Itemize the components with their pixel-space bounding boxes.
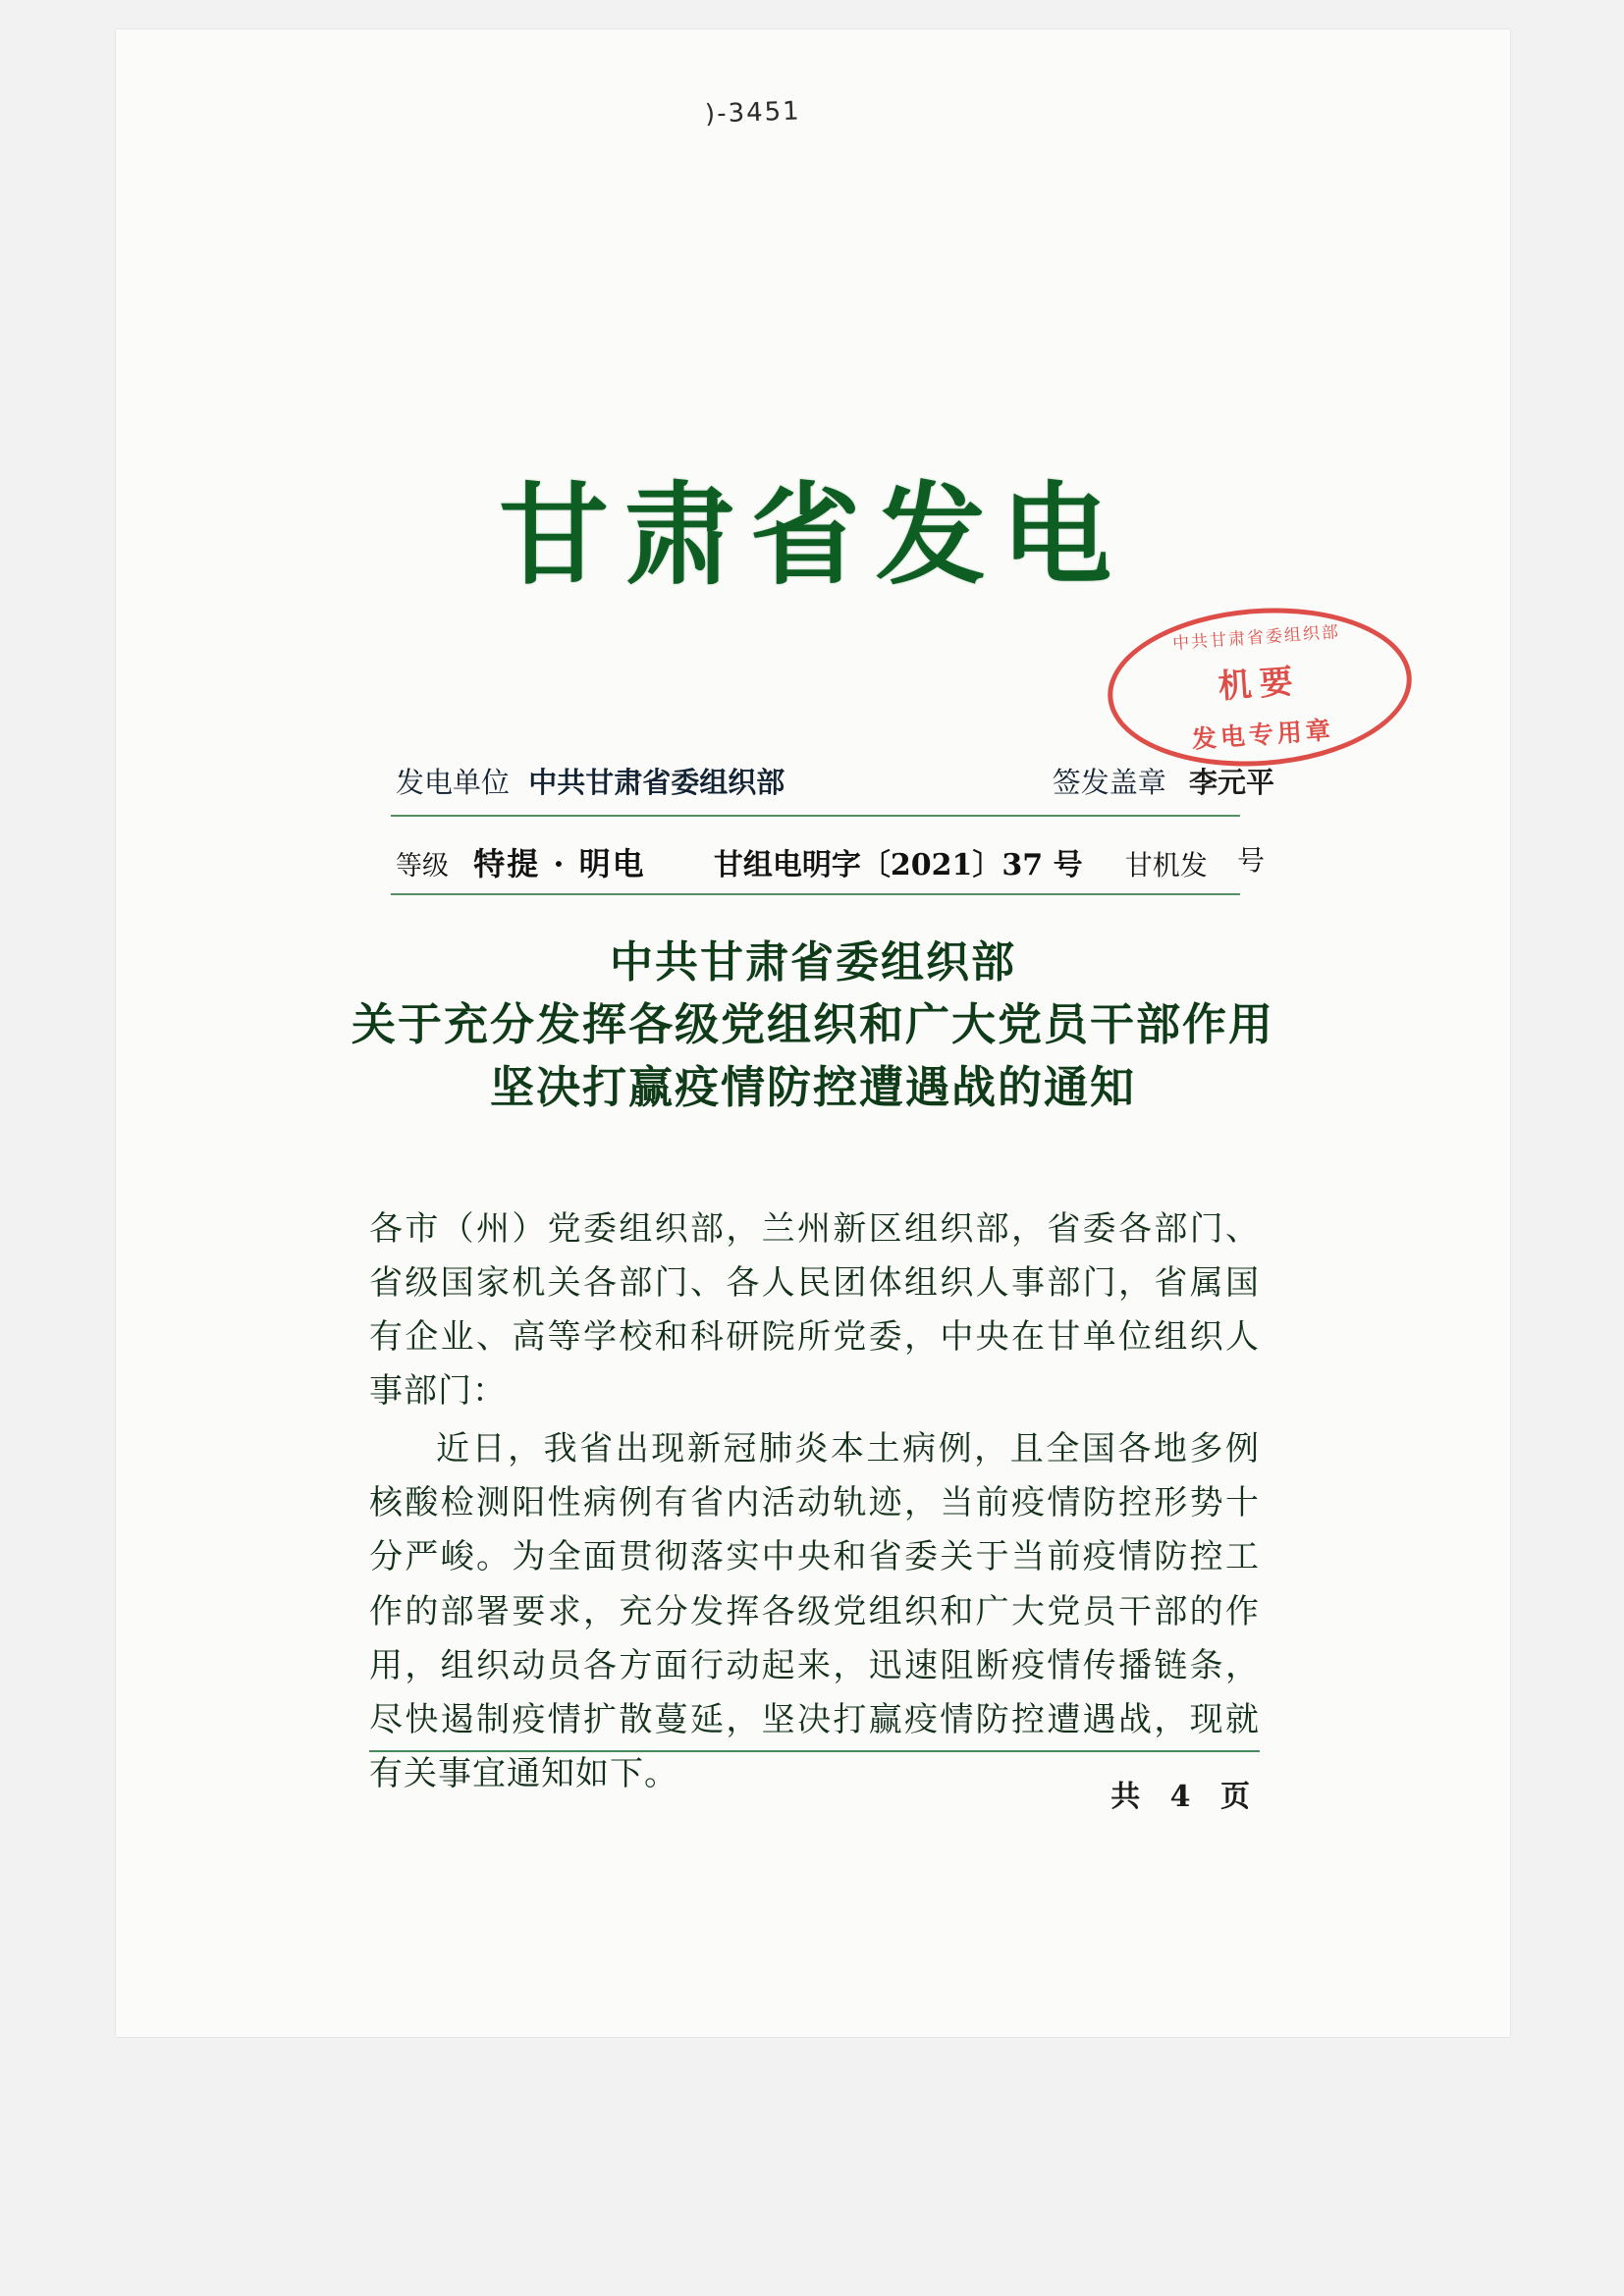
scanned-page: [116, 29, 1510, 2037]
grade-value: 特提 · 明电: [473, 845, 646, 882]
title-line-3: 坚决打赢疫情防控遭遇战的通知: [489, 1061, 1136, 1114]
masthead-title: 甘肃省发电: [499, 471, 1127, 600]
page-content: [116, 29, 1510, 2037]
signer-name: 李元平: [1188, 766, 1274, 799]
red-oval-seal: [1103, 598, 1417, 775]
divider-rule-top: [391, 815, 1240, 817]
title-line-2: 关于充分发挥各级党组织和广大党员干部作用: [351, 998, 1274, 1051]
document-number: 甘组电明字〔2021〕37 号: [713, 848, 1083, 882]
seal-top-text: 中共甘肃省委组织部: [1171, 622, 1341, 655]
divider-rule-bottom: [391, 893, 1240, 895]
page-count-footer: 共 4 页: [1110, 1780, 1260, 1814]
secondary-number-label: 甘机发: [1124, 849, 1208, 881]
title-line-1: 中共甘肃省委组织部: [610, 937, 1016, 988]
document-title: [293, 933, 1333, 1119]
sign-label: 签发盖章: [1052, 766, 1166, 799]
signature-block: [1053, 761, 1274, 801]
grade-row: [396, 839, 1265, 886]
issuer-label: 发电单位: [396, 766, 511, 799]
body-underline: [369, 1750, 1260, 1752]
number-suffix: 号: [1236, 844, 1265, 877]
seal-bottom-text: 发电专用章: [1191, 715, 1335, 754]
archive-number-handwritten: )-3451: [704, 96, 802, 130]
grade-label: 等级: [396, 851, 449, 881]
body-paragraph-addressees: 各市（州）党委组织部，兰州新区组织部，省委各部门、省级国家机关各部门、各人民团体组织人事部门，省属国有企业、高等学校和科研院所党委，中央在甘单位组织人事部门：: [369, 1209, 1260, 1412]
issuer-row: [396, 761, 1274, 804]
document-body: [369, 1202, 1260, 1805]
body-paragraph-main: 近日，我省出现新冠肺炎本土病例，且全国各地多例核酸检测阳性病例有省内活动轨迹，当前疫情防控形势十分严峻。为全面贯彻落实中央和省委关于当前疫情防控工作的部署要求，充分发挥各级党组织和广大党员干部的作用，组织动员各方面行动起来，迅速阻断疫情传播链条，尽快遏制疫情扩散蔓延，坚决打赢疫情防控遭遇战，现就有关事宜通知如下。: [369, 1429, 1260, 1793]
issuer-value: 中共甘肃省委组织部: [528, 766, 785, 799]
seal-center-text: 机要: [1217, 662, 1303, 707]
